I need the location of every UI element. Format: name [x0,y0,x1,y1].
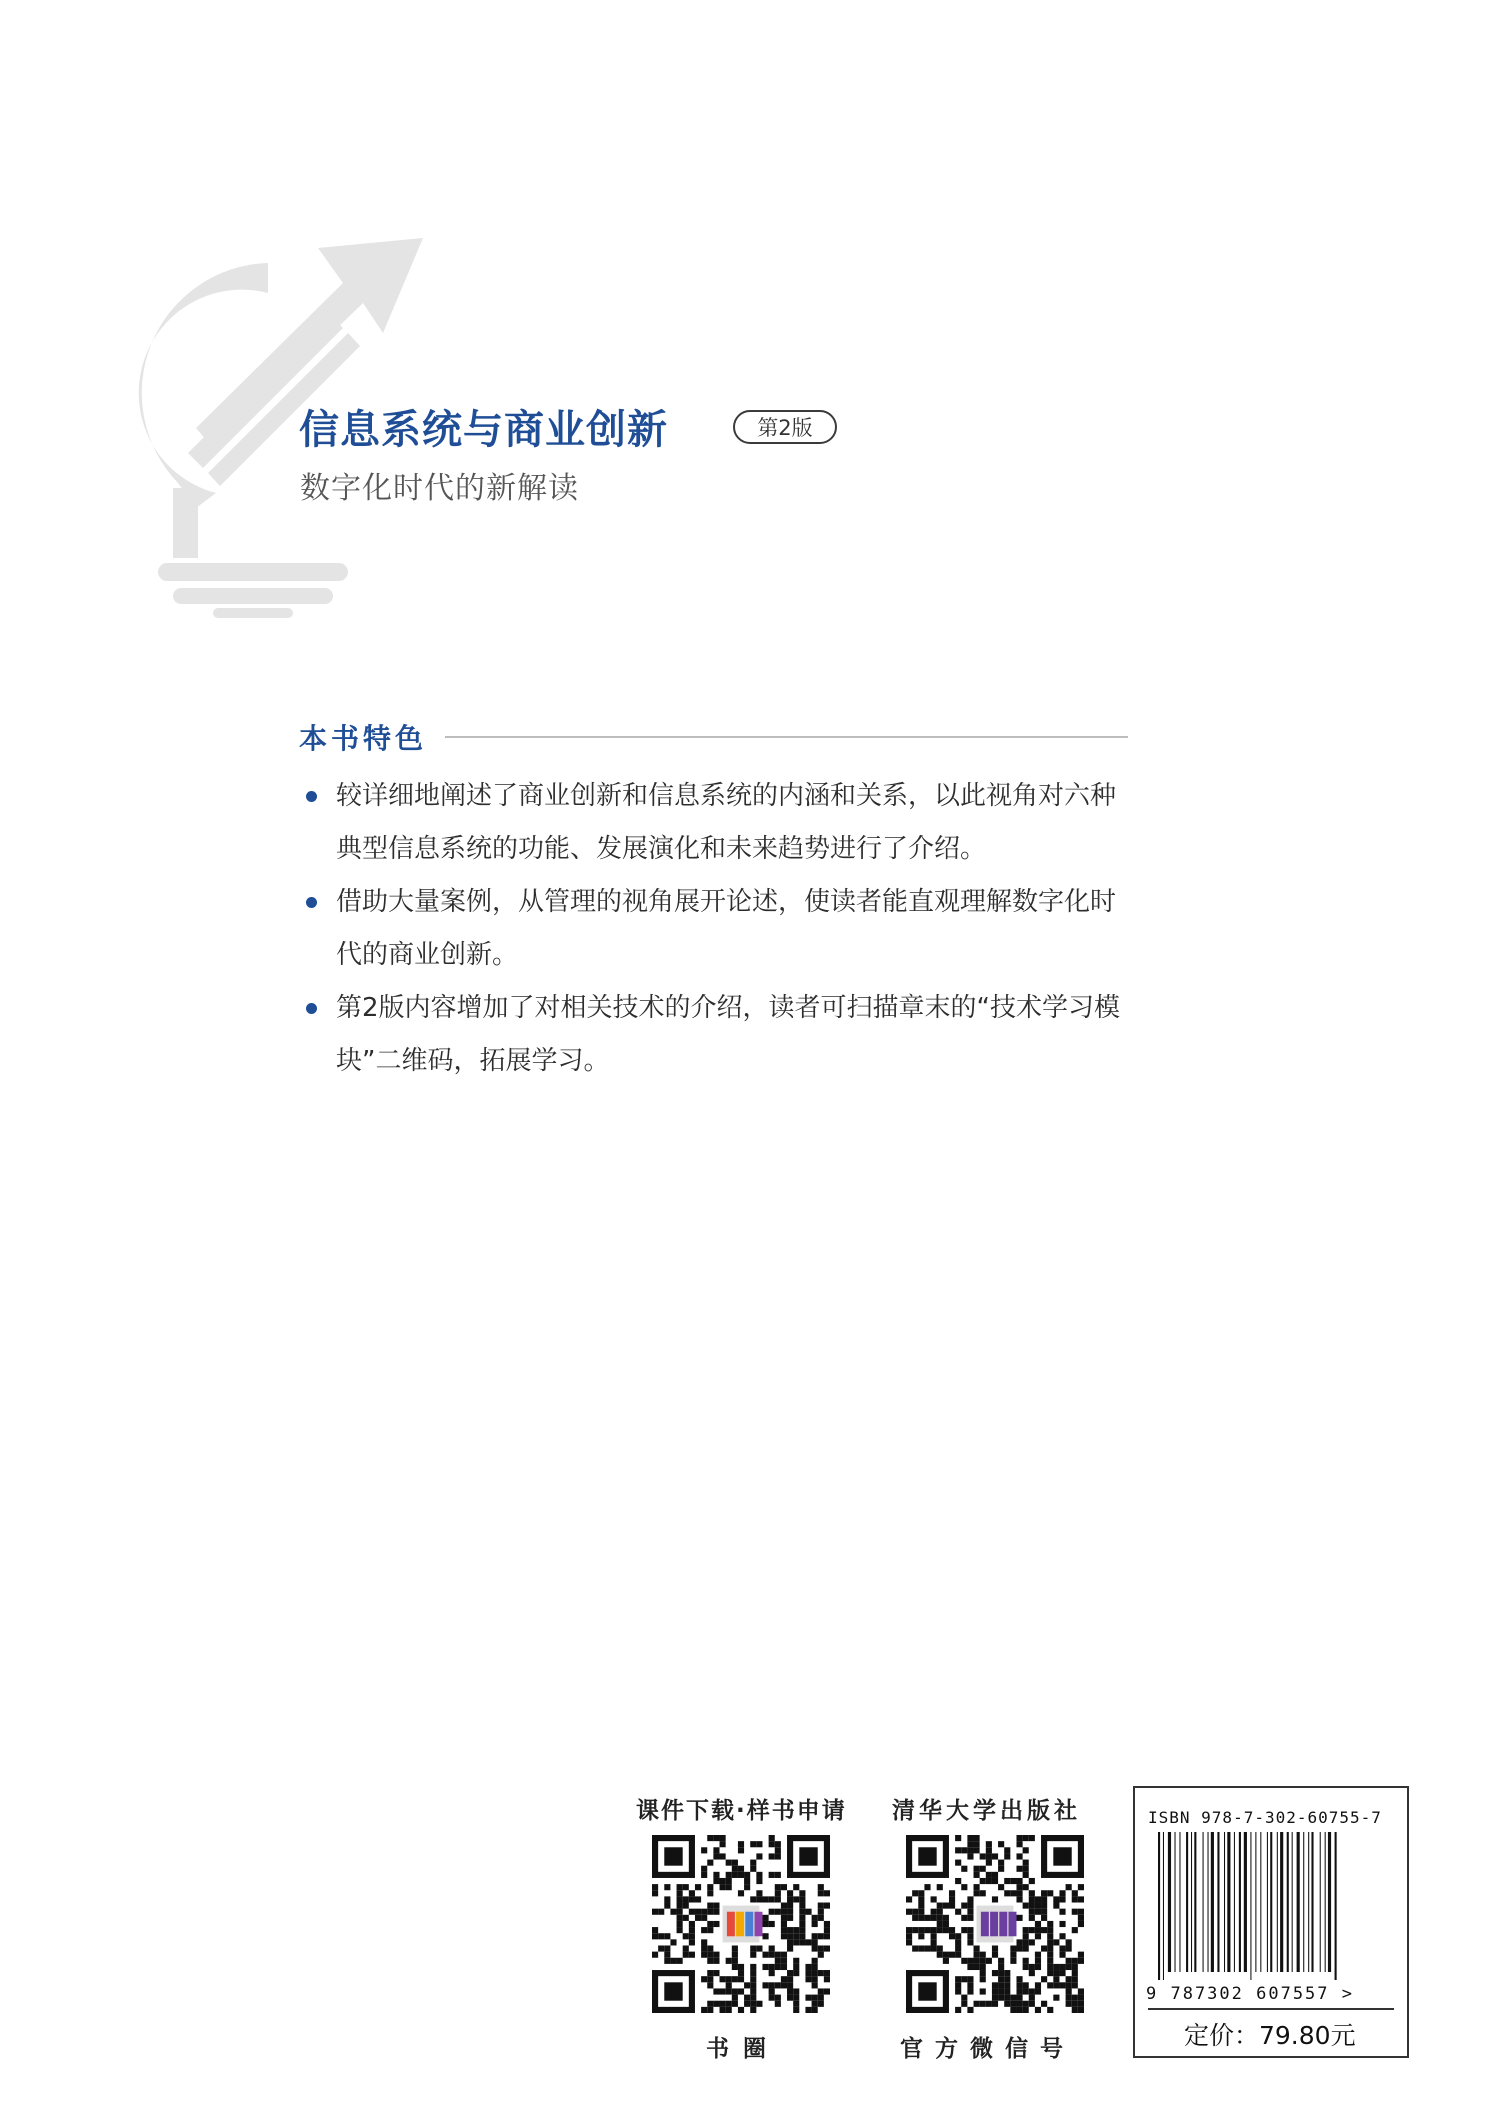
qr-label-courseware: 课件下载·样书申请 [636,1798,847,1824]
qr-code-shuquan[interactable] [652,1835,830,2013]
isbn-number: ISBN 978-7-302-60755-7 [1148,1808,1382,1827]
qr-label-publisher: 清华大学出版社 [892,1798,1081,1824]
barcode [1158,1832,1376,1980]
feature-item: 第2版内容增加了对相关技术的介绍，读者可扫描章末的“技术学习模块”二维码，拓展学习。 [306,982,1136,1088]
price-divider [1148,2008,1394,2010]
qr-caption-wechat: 官方微信号 [900,2036,1075,2062]
feature-item: 借助大量案例，从管理的视角展开论述，使读者能直观理解数字化时代的商业创新。 [306,876,1136,982]
edition-badge: 第2版 [733,410,837,444]
book-subtitle: 数字化时代的新解读 [300,471,579,506]
qr-code-wechat[interactable] [906,1835,1084,2013]
features-divider [445,736,1128,738]
features-heading: 本书特色 [299,722,428,755]
barcode-digits: 9 787302 607557 > [1146,1984,1354,2004]
price: 定价：79.80元 [1184,2021,1356,2050]
features-list [306,770,1136,1088]
book-title: 信息系统与商业创新 [299,407,668,453]
feature-item: 较详细地阐述了商业创新和信息系统的内涵和关系，以此视角对六种典型信息系统的功能、发展演化和未来趋势进行了介绍。 [306,770,1136,876]
qr-caption-shuquan: 书圈 [706,2036,780,2062]
